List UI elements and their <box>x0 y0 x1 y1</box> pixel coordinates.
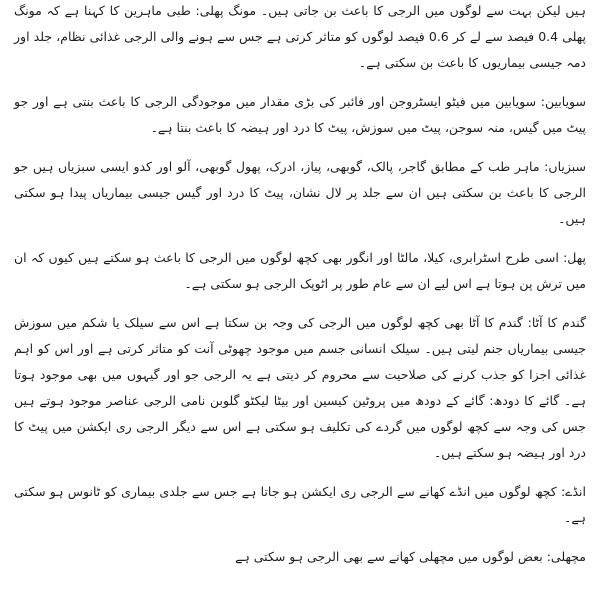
paragraph-soybean: سویابین: سویابین میں فیٹو ایسٹروجن اور فائبر کی بڑی مقدار میں موجودگی الرجی کا باعث بنتی ہے اور جو پیٹ میں گیس، منہ سوجن، پیٹ میں سوزش، پیٹ کا درد اور ہیضہ کا باعث بنتا ہے۔ <box>14 94 586 135</box>
paragraph-fish: مچھلی: بعض لوگوں میں مچھلی کھانے سے بھی الرجی ہو سکتی ہے <box>235 549 586 564</box>
paragraph-wheat-milk: گندم کا آٹا: گندم کا آٹا بھی کچھ لوگوں میں الرجی کی وجہ بن سکتا ہے اس سے سیلک یا شکم میں سوزش جیسی بیماریاں جنم لیتی ہیں۔ سیلک انسانی جسم میں موجود چھوٹی آنت کو متاثر کرتی ہے اور اس کو اہم غذائی اجزا کو جذب کرنے کی صلاحیت سے محروم کر دیتی ہے یہ الرجی جو اور گیہوں میں بھی موجود ہوتا ہے۔ گائے کا دودھ: گائے کے دودھ میں پروٹین کیسین اور بیٹا لیکٹو گلوبن نامی الرجی عناصر موجود ہوتے ہیں جس کی وجہ سے کچھ لوگوں میں گردے کی تکلیف ہو سکتی ہے اس سے دیگر الرجی ری ایکشن میں پیٹ کا درد اور ہیضہ ہو سکتے ہیں۔ <box>14 315 586 460</box>
paragraph-eggs: انڈے: کچھ لوگوں میں انڈے کھانے سے الرجی ری ایکشن ہو جاتا ہے جس سے جلدی بیماری کو ٹانوس ہو سکتی ہے۔ <box>14 484 586 525</box>
paragraph-fruits: پھل: اسی طرح اسٹرابری، کیلا، مالٹا اور انگور بھی کچھ لوگوں میں الرجی کا باعث ہو سکتے ہیں کیوں کہ ان میں ترش پن ہوتا ہے اس لیے ان سے عام طور پر اٹوپک الرجی ہو سکتی ہے۔ <box>14 250 586 291</box>
paragraph-vegetables: سبزیاں: ماہر طب کے مطابق گاجر، پالک، گوبھی، پیاز، ادرک، پھول گوبھی، آلو اور کدو ایسی سبزیاں ہیں جو الرجی کا باعث بن سکتی ہیں ان سے جلد پر لال نشان، پیٹ کا درد اور گیس جیسی بیماریاں پیدا ہو سکتی ہیں۔ <box>14 159 586 226</box>
paragraph-peanut: ہیں لیکن بہت سے لوگوں میں الرجی کا باعث بن جاتی ہیں۔ مونگ پھلی: طبی ماہرین کا کہنا ہے کہ مونگ پھلی 0.4 فیصد سے لے کر 0.6 فیصد لوگوں کو متاثر کرتی ہے جس سے ہونے والی الرجی غذائی نظام، جلد اور دمہ جیسی بیماریوں کا باعث بن سکتی ہے۔ <box>14 3 587 70</box>
article-body <box>14 0 586 600</box>
